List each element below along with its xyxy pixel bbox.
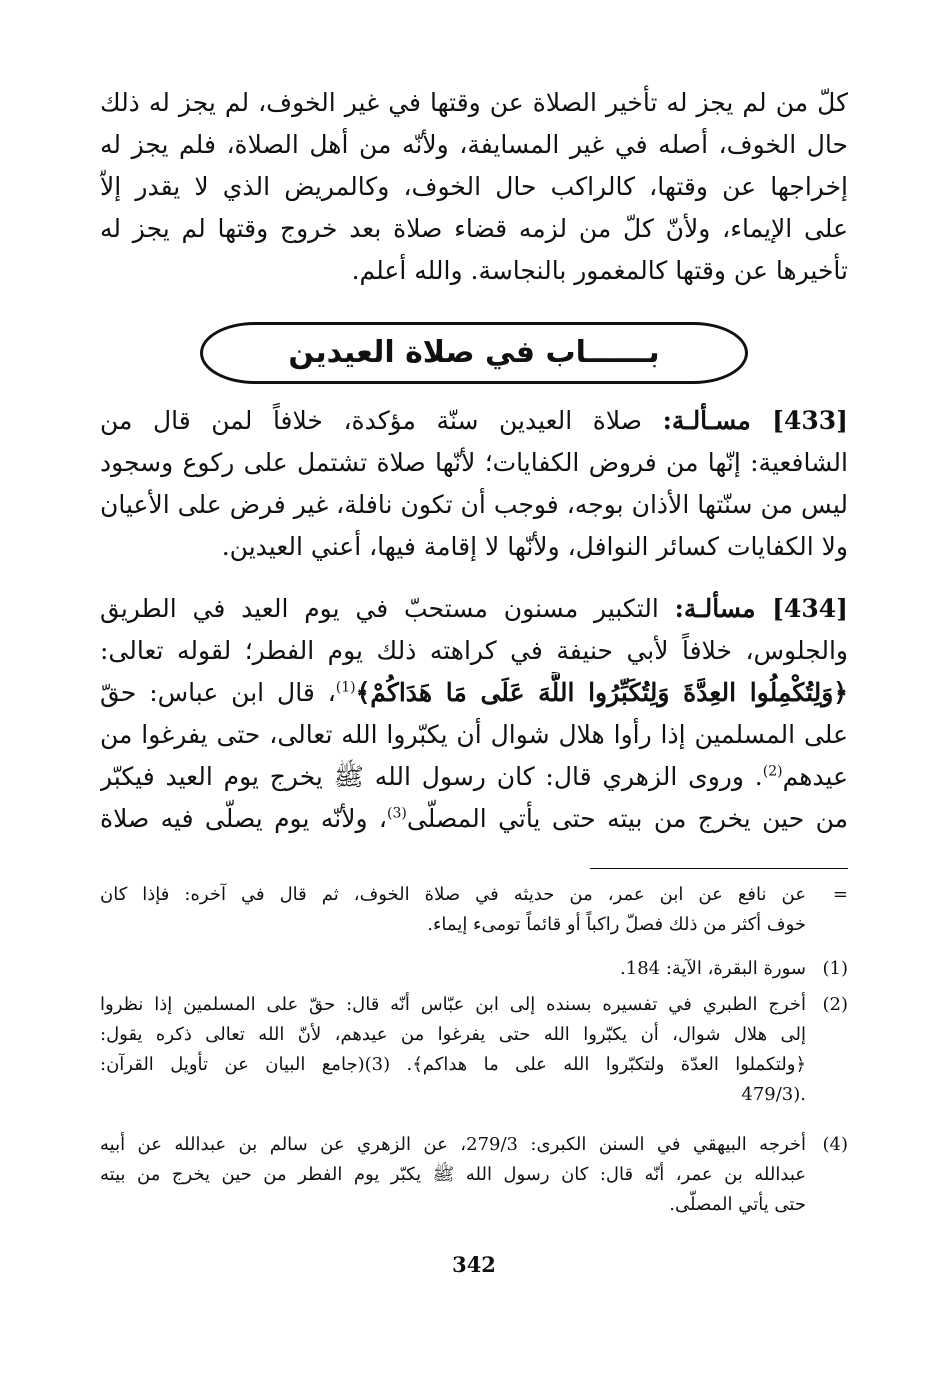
text-line: ولا الكفايات كسائر النوافل، ولأنّها لا إقامة فيها، أعني العيدين. xyxy=(221,532,848,561)
text-line xyxy=(100,672,848,714)
footnote-line: سورة البقرة، الآية: 184. xyxy=(620,958,806,979)
issue-text: صلاة العيدين سنّة مؤكدة، خلافاً لمن قال من xyxy=(100,406,663,435)
footnote-marker: (4) xyxy=(822,1134,848,1155)
issue-number: [434] مسألـة: xyxy=(674,594,848,623)
footnote-line: عبدالله بن عمر، أنّه قال: كان رسول الله ﷺ يكبّر يوم الفطر من حين يخرج من بيته xyxy=(100,1164,806,1185)
text-line: الشافعية: إنّها من فروض الكفايات؛ لأنّها صلاة تشتمل على ركوع وسجود xyxy=(100,448,848,477)
issue-text: ، قال ابن عباس: حقّ xyxy=(100,678,336,707)
footnote-line: خوف أكثر من ذلك فصلّ راكباً أو قائماً تومىء إيماء. xyxy=(427,914,806,935)
footnote-marker: (2) xyxy=(822,994,848,1015)
footnote-line: ﴿ولتكملوا العدّة ولتكبّروا الله على ما هداكم﴾. (3)(جامع البيان عن تأويل القرآن: xyxy=(100,1054,806,1075)
text-line xyxy=(100,798,848,840)
text-line xyxy=(100,588,848,630)
footnote-line: حتى يأتي المصلّى. xyxy=(669,1194,806,1215)
issue-text: ، ولأنّه يوم يصلّى فيه صلاة xyxy=(100,804,387,833)
text-line: على الإيماء، ولأنّ كلّ من لزمه قضاء صلاة بعد خروج وقتها لم يجز له xyxy=(100,214,848,243)
footnote-line: أخرج الطبري في تفسيره بسنده إلى ابن عبّاس أنّه قال: حقّ على المسلمين إذا نظروا xyxy=(100,994,806,1015)
chapter-heading: بــــــاب في صلاة العيدين xyxy=(288,335,660,370)
footnote-line: إلى هلال شوال، أن يكبّروا الله حتى يفرغوا من عيدهم، لأنّ الله تعالى ذكره يقول: xyxy=(100,1024,806,1045)
text-line: ليس من سنّتها الأذان بوجه، فوجب أن تكون نافلة، غير فرض على الأعيان xyxy=(100,490,848,519)
footnote-1 xyxy=(100,954,848,984)
footnote-continuation xyxy=(100,880,848,940)
footnote-separator xyxy=(590,868,848,869)
footnote-marker: (1) xyxy=(822,958,848,979)
text-line: كلّ من لم يجز له تأخير الصلاة عن وقتها في غير الخوف، لم يجز له ذلك xyxy=(100,88,848,117)
text-line: على المسلمين إذا رأوا هلال شوال أن يكبّروا الله تعالى، حتى يفرغوا من xyxy=(100,720,848,749)
issue-434 xyxy=(100,588,848,840)
footnote-ref[interactable]: (1) xyxy=(335,679,356,696)
footnote-4 xyxy=(100,1130,848,1220)
footnote-2 xyxy=(100,990,848,1110)
page-number: 342 xyxy=(452,1252,496,1277)
text-line xyxy=(100,400,848,442)
quran-verse: ﴿وَلِتُكْمِلُوا العِدَّةَ وَلِتُكَبِّرُوا اللَّهَ عَلَى مَا هَدَاكُمْ﴾ xyxy=(355,678,848,707)
issue-number: [433] مسـألـة: xyxy=(662,406,848,435)
text-line: والجلوس، خلافاً لأبي حنيفة في كراهته ذلك يوم الفطر؛ لقوله تعالى: xyxy=(100,636,848,665)
issue-text: من حين يخرج من بيته حتى يأتي المصلّى xyxy=(406,804,848,833)
text-line: إخراجها عن وقتها، كالراكب حال الخوف، وكالمريض الذي لا يقدر إلاّ xyxy=(100,172,848,201)
issue-text: التكبير مسنون مستحبّ في يوم العيد في الطريق xyxy=(100,594,675,623)
text-line: حال الخوف، أصله في غير المسايفة، ولأنّه من أهل الصلاة، فلم يجز له xyxy=(100,130,848,159)
paragraph-continuation xyxy=(100,82,848,292)
footnote-line: أخرجه البيهقي في السنن الكبرى: 279/3، عن الزهري عن سالم بن عبدالله عن أبيه xyxy=(100,1134,806,1155)
text-line: تأخيرها عن وقتها كالمغمور بالنجاسة. والله أعلم. xyxy=(351,256,848,285)
footnote-ref[interactable]: (3) xyxy=(387,805,407,822)
footnote-ref[interactable]: (2) xyxy=(762,763,783,780)
footnote-marker: = xyxy=(832,884,848,905)
footnote-line: عن نافع عن ابن عمر، من حديثه في صلاة الخوف، ثم قال في آخره: فإذا كان xyxy=(100,884,806,905)
footnote-line: .(479/3 xyxy=(741,1084,806,1105)
text-line xyxy=(100,756,848,798)
issue-433 xyxy=(100,400,848,568)
chapter-heading-frame xyxy=(200,322,748,384)
issue-text: . وروى الزهري قال: كان رسول الله ﷺ يخرج يوم العيد فيكبّر xyxy=(100,762,763,791)
issue-text: عيدهم xyxy=(782,762,848,791)
